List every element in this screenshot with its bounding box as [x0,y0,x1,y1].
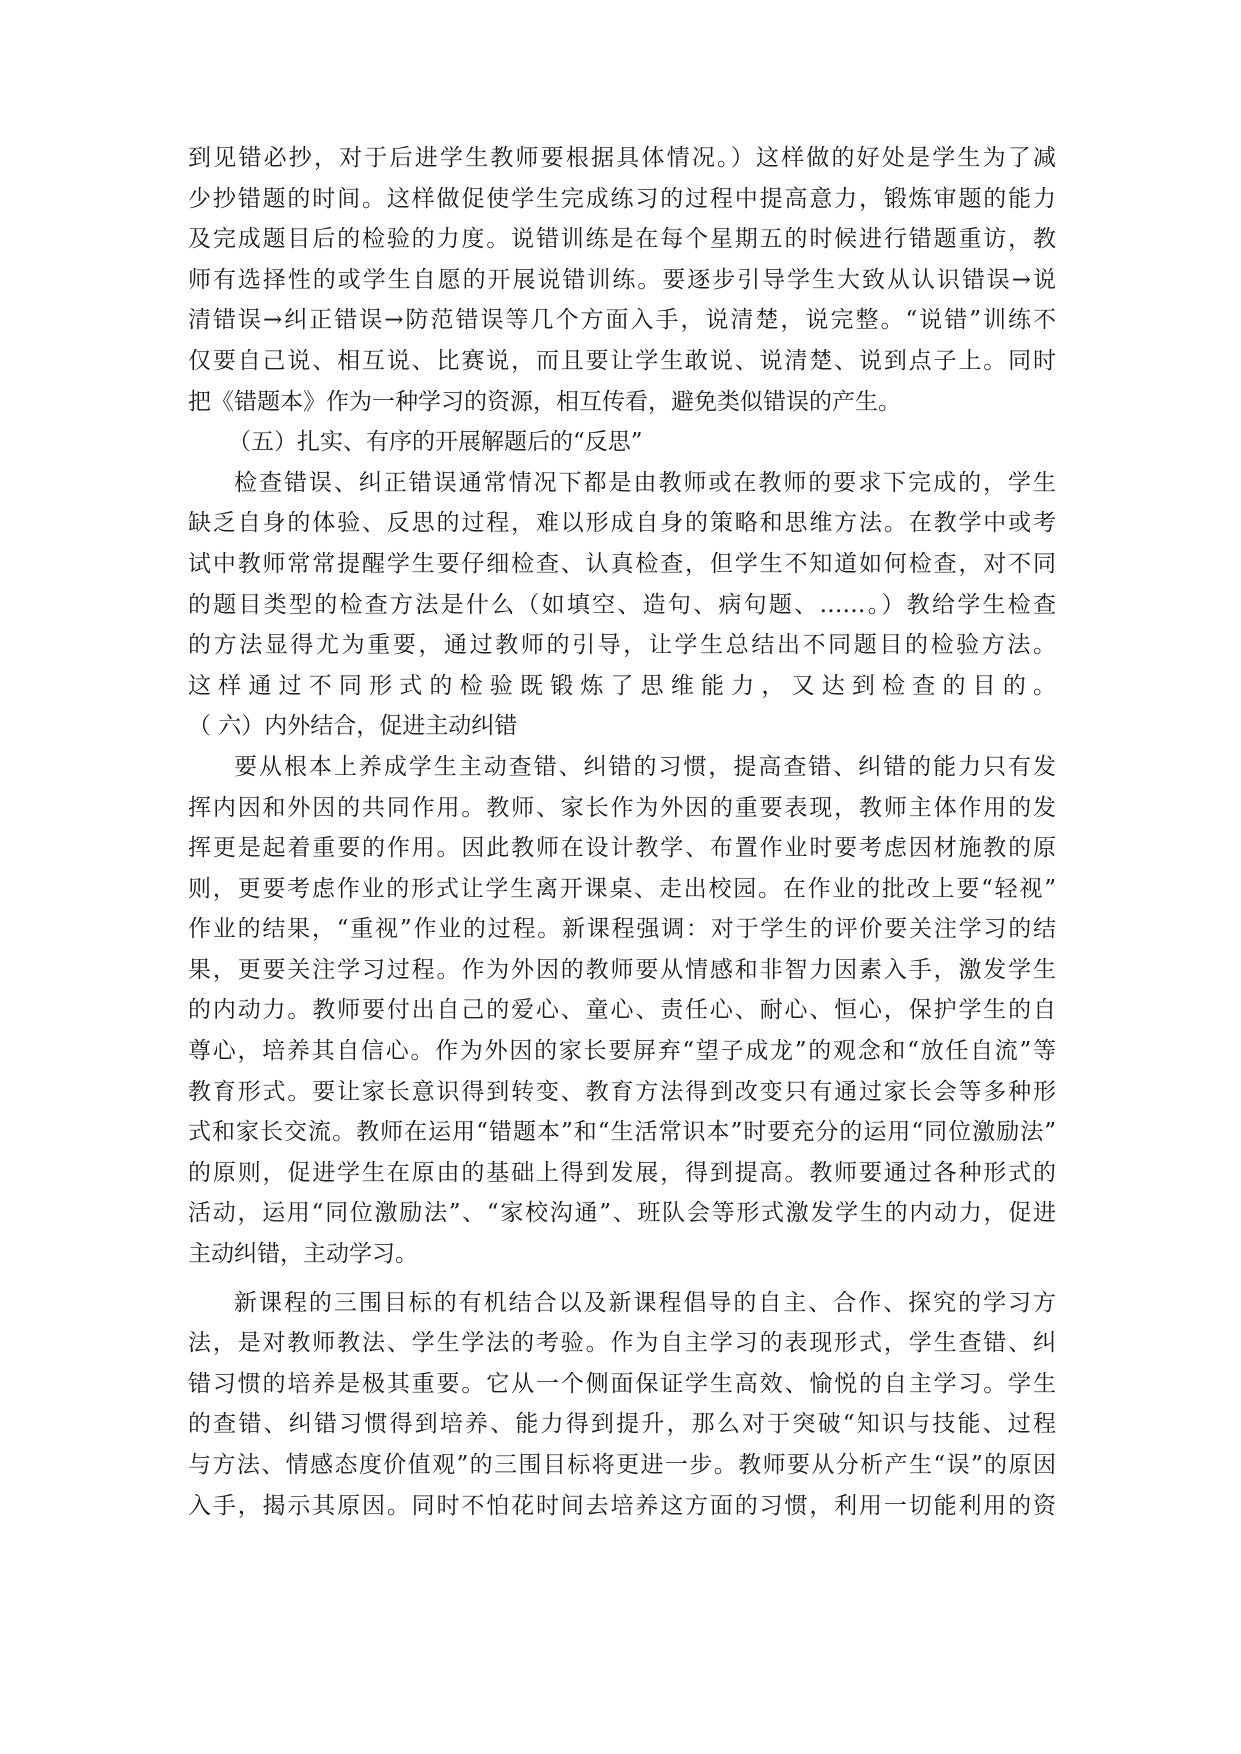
text-line: 新课程的三围目标的有机结合以及新课程倡导的自主、合作、探究的学习方 [234,1289,1056,1316]
text-line: 及完成题目后的检验的力度。说错训练是在每个星期五的时候进行错题重访，教 [188,226,1056,253]
text-line: 则，更要考虑作业的形式让学生离开课桌、走出校园。在作业的批改上要“轻视” [188,875,1056,902]
text-line: 这样通过不同形式的检验既锻炼了思维能力，又达到检查的目的。 [188,672,1056,699]
text-line: 法，是对教师教法、学生学法的考验。作为自主学习的表现形式，学生查错、纠 [188,1330,1056,1357]
text-line: 教育形式。要让家长意识得到转变、教育方法得到改变只有通过家长会等多种形 [188,1078,1056,1105]
text-line: 尊心，培养其自信心。作为外因的家长要屏弃“望子成龙”的观念和“放任自流”等 [188,1038,1056,1065]
text-line: 的内动力。教师要付出自己的爱心、童心、责任心、耐心、恒心，保护学生的自 [188,997,1056,1024]
text-line: 要从根本上养成学生主动查错、纠错的习惯，提高查错、纠错的能力只有发 [234,753,1056,780]
text-line: 的方法显得尤为重要，通过教师的引导，让学生总结出不同题目的检验方法。 [188,632,1056,659]
text-line: 果，更要关注学习过程。作为外因的教师要从情感和非智力因素入手，激发学生 [188,956,1056,983]
text-line: 把《错题本》作为一种学习的资源，相互传看，避免类似错误的产生。 [188,388,901,415]
text-line: 仅要自己说、相互说、比赛说，而且要让学生敢说、说清楚、说到点子上。同时 [188,347,1056,374]
text-line: 的查错、纠错习惯得到培养、能力得到提升，那么对于突破“知识与技能、过程 [188,1411,1056,1438]
text-line: 挥内因和外因的共同作用。教师、家长作为外因的重要表现，教师主体作用的发 [188,794,1056,821]
section-heading-six: （ 六）内外结合，促进主动纠错 [188,713,518,740]
text-line: 的题目类型的检查方法是什么（如填空、造句、病句题、……。）教给学生检查 [188,591,1056,618]
text-line: 作业的结果，“重视”作业的过程。新课程强调：对于学生的评价要关注学习的结 [188,916,1056,943]
text-line: 到见错必抄，对于后进学生教师要根据具体情况。）这样做的好处是学生为了减 [188,145,1056,171]
text-line: 缺乏自身的体验、反思的过程，难以形成自身的策略和思维方法。在教学中或考 [188,510,1056,537]
document-body [188,138,1056,1526]
text-line: 活动，运用“同位激励法”、“家校沟通”、班队会等形式激发学生的内动力，促进 [188,1200,1056,1227]
text-line: 少抄错题的时间。这样做促使学生完成练习的过程中提高意力，锻炼审题的能力 [188,185,1056,212]
text-line: 入手，揭示其原因。同时不怕花时间去培养这方面的习惯，利用一切能利用的资 [188,1492,1056,1519]
paragraph-gap [188,1275,1056,1283]
text-line: 式和家长交流。教师在运用“错题本”和“生活常识本”时要充分的运用“同位激励法” [188,1119,1056,1146]
text-line: 检查错误、纠正错误通常情况下都是由教师或在教师的要求下完成的，学生 [234,469,1056,496]
text-line: 错习惯的培养是极其重要。它从一个侧面保证学生高效、愉悦的自主学习。学生 [188,1370,1056,1397]
text-line: 挥更是起着重要的作用。因此教师在设计教学、布置作业时要考虑因材施教的原 [188,835,1056,862]
section-heading-five: （五）扎实、有序的开展解题后的“反思” [228,429,643,456]
text-line: 试中教师常常提醒学生要仔细检查、认真检查，但学生不知道如何检查，对不同 [188,550,1056,577]
text-line: 清错误→纠正错误→防范错误等几个方面入手，说清楚，说完整。“说错”训练不 [188,307,1056,334]
text-line: 的原则，促进学生在原由的基础上得到发展，得到提高。教师要通过各种形式的 [188,1159,1056,1186]
text-line: 与方法、情感态度价值观”的三围目标将更进一步。教师要从分析产生“误”的原因 [188,1452,1056,1478]
text-line: 师有选择性的或学生自愿的开展说错训练。要逐步引导学生大致从认识错误→说 [188,266,1056,293]
text-line: 主动纠错，主动学习。 [188,1241,418,1268]
